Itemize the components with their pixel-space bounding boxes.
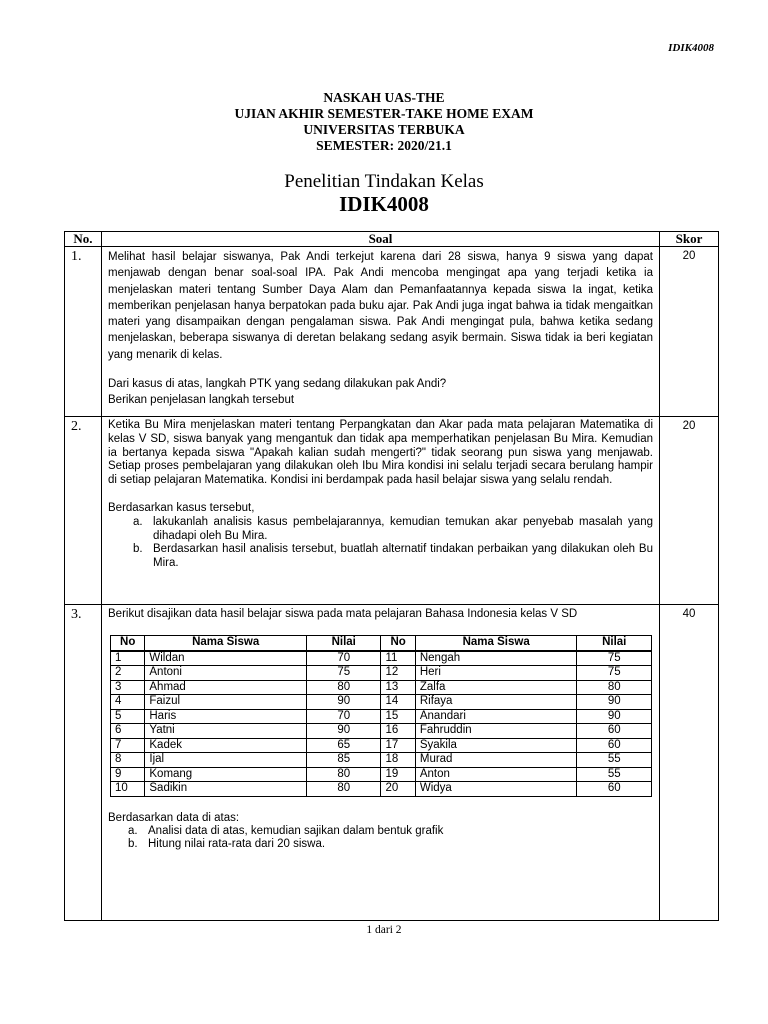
student-name: Syakila bbox=[415, 738, 577, 753]
item-text: Analisi data di atas, kemudian sajikan dalam bentuk grafik bbox=[148, 824, 444, 837]
list-item bbox=[133, 515, 653, 544]
student-name: Heri bbox=[415, 666, 577, 681]
data-header: Nama Siswa bbox=[145, 636, 307, 651]
question-prompt: Berikan penjelasan langkah tersebut bbox=[108, 394, 295, 407]
page-number: 1 dari 2 bbox=[366, 924, 402, 936]
student-score: 70 bbox=[306, 651, 381, 666]
student-number: 4 bbox=[111, 695, 145, 710]
student-name: Zalfa bbox=[415, 680, 577, 695]
data-header: Nilai bbox=[306, 636, 381, 651]
item-marker: b. bbox=[128, 838, 138, 851]
question-row-2 bbox=[65, 417, 719, 605]
student-name: Ijal bbox=[145, 753, 307, 768]
question-paragraph: Ketika Bu Mira menjelaskan materi tentang Perpangkatan dan Akar pada mata pelajaran Matematika di kelas V SD, siswa banyak yang mengantuk dan tidak apa memperhatikan penjelasan Bu Mira. Kemudian ia bertanya kepada siswa "Apakah kalian sudah mengerti?" tidak seorang pun siswa yang menjawab. Setiap proses pembelajaran yang dilakukan oleh Ibu Mira kondisi ini selalu terjadi secara berulang hampir di setiap pelajaran Matematika. Kondisi ini berdampak pada hasil belajar siswa yang selalu rendah. bbox=[108, 419, 653, 487]
student-score: 80 bbox=[306, 680, 381, 695]
table-row bbox=[111, 651, 652, 666]
student-name: Antoni bbox=[145, 666, 307, 681]
student-score: 55 bbox=[577, 753, 652, 768]
table-header-row bbox=[65, 232, 719, 247]
question-score: 20 bbox=[660, 247, 719, 417]
table-row bbox=[111, 767, 652, 782]
student-scores-table bbox=[110, 635, 652, 797]
student-score: 75 bbox=[577, 651, 652, 666]
item-text: lakukanlah analisis kasus pembelajarannya, kemudian temukan akar penyebab masalah yang dihadapi oleh Bu Mira. bbox=[153, 515, 653, 542]
data-header: No bbox=[381, 636, 415, 651]
item-text: Berdasarkan hasil analisis tersebut, buatlah alternatif tindakan perbaikan yang dilakukan oleh Bu Mira. bbox=[153, 543, 653, 570]
header-skor: Skor bbox=[660, 232, 719, 247]
question-text bbox=[102, 417, 660, 605]
table-row bbox=[111, 738, 652, 753]
student-name: Fahruddin bbox=[415, 724, 577, 739]
header-line: SEMESTER: 2020/21.1 bbox=[316, 138, 452, 153]
student-score: 90 bbox=[577, 695, 652, 710]
item-marker: a. bbox=[128, 824, 138, 837]
data-header: Nama Siswa bbox=[415, 636, 577, 651]
student-number: 17 bbox=[381, 738, 415, 753]
list-item bbox=[128, 824, 653, 839]
student-number: 20 bbox=[381, 782, 415, 797]
document-code: IDIK4008 bbox=[668, 42, 714, 54]
table-row bbox=[111, 753, 652, 768]
course-title: Penelitian Tindakan Kelas bbox=[284, 171, 484, 192]
student-name: Rifaya bbox=[415, 695, 577, 710]
question-score: 20 bbox=[660, 417, 719, 605]
item-marker: a. bbox=[133, 515, 143, 528]
student-score: 70 bbox=[306, 709, 381, 724]
data-header: No bbox=[111, 636, 145, 651]
student-name: Nengah bbox=[415, 651, 577, 666]
question-after: Berdasarkan data di atas: bbox=[108, 811, 240, 824]
student-number: 8 bbox=[111, 753, 145, 768]
student-number: 11 bbox=[381, 651, 415, 666]
question-prompt: Dari kasus di atas, langkah PTK yang sedang dilakukan pak Andi? bbox=[108, 378, 447, 391]
student-name: Haris bbox=[145, 709, 307, 724]
header-no: No. bbox=[65, 232, 102, 247]
question-intro: Berikut disajikan data hasil belajar siswa pada mata pelajaran Bahasa Indonesia kelas V SD bbox=[108, 608, 578, 620]
data-header: Nilai bbox=[577, 636, 652, 651]
item-text: Hitung nilai rata-rata dari 20 siswa. bbox=[148, 838, 326, 851]
table-row bbox=[111, 782, 652, 797]
table-row bbox=[111, 666, 652, 681]
student-name: Faizul bbox=[145, 695, 307, 710]
student-score: 60 bbox=[577, 782, 652, 797]
student-name: Widya bbox=[415, 782, 577, 797]
student-score: 75 bbox=[306, 666, 381, 681]
student-score: 55 bbox=[577, 767, 652, 782]
student-number: 1 bbox=[111, 651, 145, 666]
header-line: NASKAH UAS-THE bbox=[323, 90, 445, 105]
student-score: 85 bbox=[306, 753, 381, 768]
student-score: 80 bbox=[306, 782, 381, 797]
student-score: 80 bbox=[306, 767, 381, 782]
student-name: Komang bbox=[145, 767, 307, 782]
item-marker: b. bbox=[133, 543, 143, 556]
student-name: Ahmad bbox=[145, 680, 307, 695]
question-items bbox=[108, 825, 653, 853]
student-name: Wildan bbox=[145, 651, 307, 666]
list-item bbox=[133, 543, 653, 571]
student-number: 10 bbox=[111, 782, 145, 797]
student-number: 12 bbox=[381, 666, 415, 681]
question-text bbox=[102, 605, 660, 921]
question-row-3 bbox=[65, 605, 719, 921]
student-name: Kadek bbox=[145, 738, 307, 753]
student-score: 60 bbox=[577, 724, 652, 739]
question-intro: Berdasarkan kasus tersebut, bbox=[108, 501, 255, 514]
student-number: 9 bbox=[111, 767, 145, 782]
student-score: 60 bbox=[577, 738, 652, 753]
header-soal: Soal bbox=[102, 232, 660, 247]
student-number: 2 bbox=[111, 666, 145, 681]
student-number: 18 bbox=[381, 753, 415, 768]
student-score: 80 bbox=[577, 680, 652, 695]
header-line: UNIVERSITAS TERBUKA bbox=[303, 122, 465, 137]
student-name: Murad bbox=[415, 753, 577, 768]
question-number: 3. bbox=[65, 605, 102, 921]
student-number: 13 bbox=[381, 680, 415, 695]
student-number: 5 bbox=[111, 709, 145, 724]
student-number: 7 bbox=[111, 738, 145, 753]
student-score: 75 bbox=[577, 666, 652, 681]
question-items bbox=[108, 516, 653, 571]
student-name: Sadikin bbox=[145, 782, 307, 797]
question-score: 40 bbox=[660, 605, 719, 921]
questions-table bbox=[64, 231, 719, 921]
table-row bbox=[111, 709, 652, 724]
data-header-row bbox=[111, 636, 652, 651]
table-row bbox=[111, 695, 652, 710]
question-number: 2. bbox=[65, 417, 102, 605]
question-paragraph: Melihat hasil belajar siswanya, Pak Andi terkejut karena dari 28 siswa, hanya 9 siswa yang dapat menjawab dengan benar soal-soal IPA. Pak Andi mencoba mengingat apa yang terjadi ketika ia menjelaskan materi tentang Sumber Daya Alam dan Pemanfaatannya kepada siswa Ia ingat, ketika memberikan penjelasan hanya berpatokan pada buku ajar. Pak Andi juga ingat bahwa ia tidak mengaitkan materi yang disampaikan dengan pengalaman siswa. Pak Andi mengingat pula, bahwa ketika sedang menjelaskan, beberapa siswanya di deretan belakang sedang asyik bermain. Siswa tidak ia beri kegiatan yang menarik di kelas. bbox=[108, 251, 653, 361]
question-row-1 bbox=[65, 247, 719, 417]
student-score: 90 bbox=[306, 695, 381, 710]
header-line: UJIAN AKHIR SEMESTER-TAKE HOME EXAM bbox=[234, 106, 534, 121]
student-number: 16 bbox=[381, 724, 415, 739]
student-name: Anton bbox=[415, 767, 577, 782]
student-number: 14 bbox=[381, 695, 415, 710]
list-item bbox=[128, 838, 653, 852]
student-number: 15 bbox=[381, 709, 415, 724]
student-number: 6 bbox=[111, 724, 145, 739]
student-score: 90 bbox=[577, 709, 652, 724]
table-row bbox=[111, 680, 652, 695]
student-number: 19 bbox=[381, 767, 415, 782]
exam-header bbox=[0, 90, 768, 154]
student-number: 3 bbox=[111, 680, 145, 695]
question-text bbox=[102, 247, 660, 417]
student-name: Anandari bbox=[415, 709, 577, 724]
table-row bbox=[111, 724, 652, 739]
student-score: 65 bbox=[306, 738, 381, 753]
student-name: Yatni bbox=[145, 724, 307, 739]
student-score: 90 bbox=[306, 724, 381, 739]
question-number: 1. bbox=[65, 247, 102, 417]
course-code: IDIK4008 bbox=[339, 192, 429, 216]
